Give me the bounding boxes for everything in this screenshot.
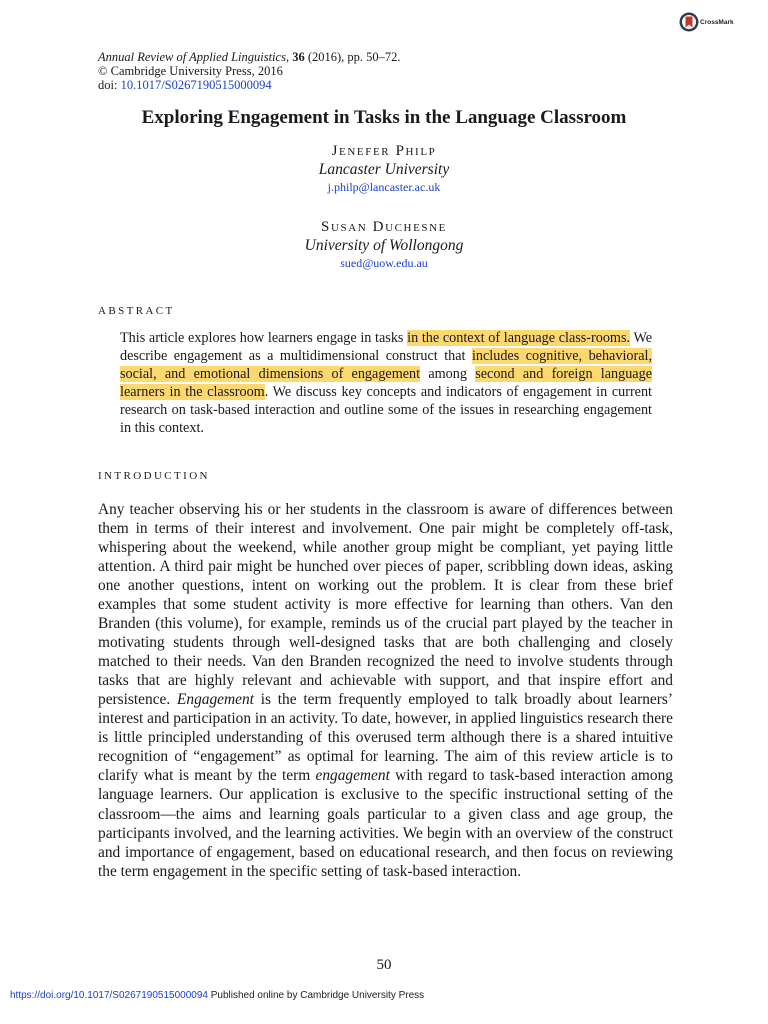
journal-volume: 36	[292, 50, 305, 64]
author-email-link[interactable]: sued@uow.edu.au	[340, 256, 428, 270]
crossmark-icon	[679, 12, 699, 32]
paragraph-text: with regard to task-based interaction among language learners. Our application is exclusive to the specific instructional setting of the classroom—the aims and learning goals particular to a given class and age group, the participants involved, and the learning activities. We begin with an overview of the construct and importance of engagement, based on educational research, and then focus on reviewing the term engagement in the specific setting of task-based interaction.	[98, 767, 673, 880]
doi-label: doi:	[98, 78, 121, 92]
highlighted-text: second and foreign language learners in the classroom	[120, 366, 652, 400]
highlighted-text: in the context of language class-rooms.	[407, 330, 631, 346]
emphasized-term: Engagement	[177, 691, 254, 709]
page-number: 50	[376, 957, 392, 973]
footer-doi-link[interactable]: https://doi.org/10.1017/S0267190515000094	[10, 990, 208, 1001]
author-name: Susan Duchesne	[321, 219, 447, 235]
emphasized-term: engagement	[315, 767, 390, 785]
journal-issue-pages: (2016), pp. 50–72.	[304, 50, 401, 64]
author-block-1	[0, 143, 768, 196]
author-name: Jenefer Philp	[331, 143, 437, 159]
footer-published-text: Published online by Cambridge University Press	[207, 990, 425, 1001]
abstract-heading: ABSTRACT	[98, 305, 175, 317]
paragraph-text: is the term frequently employed to talk broadly about learners’ interest and participation in an activity. To date, however, in applied linguistics research there is little principled understanding of this overused term although there is a shared intuitive recognition of “engagement” as optimal for learning. The aim of this review article is to clarify what is meant by the term	[98, 691, 673, 785]
author-block-2	[0, 219, 768, 272]
abstract-segment: This article explores how learners engage in tasks	[120, 330, 408, 346]
author-affiliation: Lancaster University	[318, 161, 450, 178]
article-title: Exploring Engagement in Tasks in the Language Classroom	[141, 107, 627, 128]
abstract-segment: among	[420, 366, 476, 382]
journal-citation: Annual Review of Applied Linguistics, 36 (2016), pp. 50–72. © Cambridge University Press, 2016 doi: 10.1017/S0267190515000094	[98, 50, 401, 92]
paragraph-text: Any teacher observing his or her students in the classroom is aware of differences between them in terms of their interest and involvement. One pair might be completely off-task, whispering about the weekend, while another group might be compliant, yet paying little attention. A third pair might be hunched over pieces of paper, scribbling down ideas, asking one another questions, intent on working out the problem. It is clear from these brief examples that some student activity is more effective for learning than others. Van den Branden (this volume), for example, reminds us of the crucial part played by the teacher in motivating students through well-designed tasks that are both challenging and closely matched to their needs. Van den Branden recognized the need to involve students through tasks that are highly relevant and achievable with support, and that inspire effort and persistence.	[98, 501, 673, 709]
highlighted-text: includes cognitive, behavioral, social, and emotional dimensions of engagement	[120, 348, 652, 382]
crossmark-badge[interactable]	[679, 12, 734, 32]
journal-name: Annual Review of Applied Linguistics	[98, 50, 286, 64]
abstract-segment: . We discuss key concepts and indicators of engagement in current research on task-based interaction and outline some of the issues in researching engagement in this context.	[120, 384, 652, 436]
crossmark-label: CrossMark	[700, 18, 734, 26]
author-email-link[interactable]: j.philp@lancaster.ac.uk	[327, 180, 441, 194]
page-footer	[10, 990, 424, 1001]
introduction-heading: INTRODUCTION	[98, 470, 210, 482]
abstract-text	[120, 329, 652, 437]
abstract-segment: We describe engagement as a multidimensional construct that	[120, 330, 653, 364]
doi-link[interactable]: 10.1017/S0267190515000094	[120, 78, 272, 92]
introduction-paragraph	[98, 500, 673, 881]
author-affiliation: University of Wollongong	[304, 237, 464, 254]
journal-copyright: © Cambridge University Press, 2016	[98, 64, 283, 78]
